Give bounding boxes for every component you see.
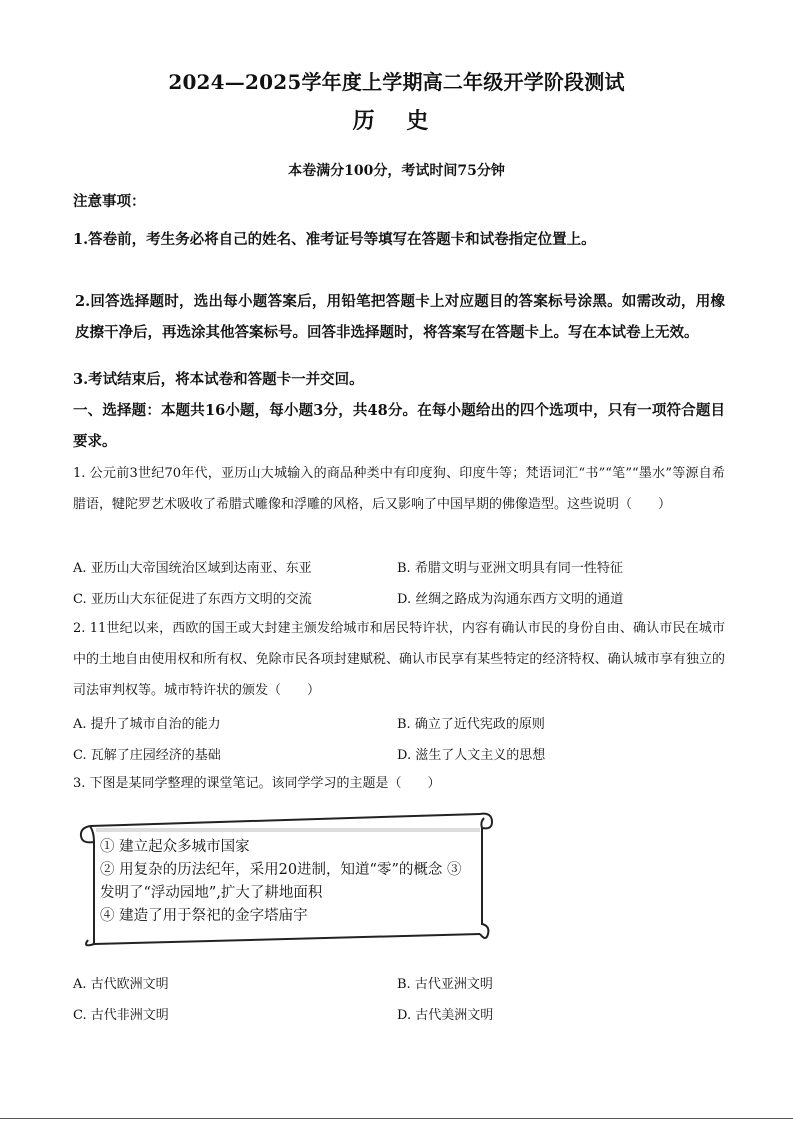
question-1-option-c[interactable]: C. 亚历山大东征促进了东西方文明的交流 (73, 592, 312, 607)
notice-heading: 注意事项： (73, 193, 146, 210)
question-3-option-c[interactable]: C. 古代非洲文明 (73, 1008, 169, 1023)
notice-item-3: 3.考试结束后，将本试卷和答题卡一并交回。 (73, 371, 364, 388)
question-1-option-a[interactable]: A. 亚历山大帝国统治区域到达南亚、东亚 (73, 561, 312, 576)
note-line-2: ② 用复杂的历法纪年，采用20进制，知道“零”的概念 ③ (100, 862, 462, 878)
page-bottom-rule (0, 1118, 793, 1119)
notice-item-1: 1.答卷前，考生务必将自己的姓名、准考证号等填写在答题卡和试卷指定位置上。 (73, 231, 596, 248)
notice-item-2: 2.回答选择题时，选出每小题答案后，用铅笔把答题卡上对应题目的答案标号涂黑。如需改动，用橡皮擦干净后，再选涂其他答案标号。回答非选择题时，将答案写在答题卡上。写在本试卷上无效。 (75, 293, 725, 341)
exam-info: 本卷满分100分，考试时间75分钟 (288, 163, 505, 179)
question-2-option-a[interactable]: A. 提升了城市自治的能力 (73, 717, 221, 732)
note-line-3: 发明了“浮动园地”,扩大了耕地面积 (100, 885, 323, 901)
question-3-option-b[interactable]: B. 古代亚洲文明 (397, 977, 493, 992)
subject-title: 历 史 (352, 108, 441, 134)
exam-title: 2024—2025学年度上学期高二年级开学阶段测试 (168, 70, 625, 94)
question-2-stem: 2. 11世纪以来，西欧的国王或大封建主颁发给城市和居民特许状，内容有确认市民的身份自由、确认市民在城市中的土地自由使用权和所有权、免除市民各项封建赋税、确认市民享有某些特定的经济特权、确认城市享有独立的司法审判权等。城市特许状的颁发（ ） (73, 621, 725, 698)
question-3-option-d[interactable]: D. 古代美洲文明 (397, 1008, 494, 1023)
question-2-option-b[interactable]: B. 确立了近代宪政的原则 (397, 717, 545, 732)
question-1-option-b[interactable]: B. 希腊文明与亚洲文明具有同一性特征 (397, 561, 623, 576)
question-1-stem: 1. 公元前3世纪70年代，亚历山大城输入的商品种类中有印度狗、印度牛等；梵语词汇“书”“笔”“墨水”等源自希腊语，犍陀罗艺术吸收了希腊式雕像和浮雕的风格，后又影响了中国早期的佛像造型。这些说明（ ） (73, 466, 725, 512)
question-3-stem: 3. 下图是某同学整理的课堂笔记。该同学学习的主题是（ ） (73, 776, 441, 791)
question-2-option-d[interactable]: D. 滋生了人文主义的思想 (397, 748, 546, 763)
class-note (100, 836, 490, 928)
question-2-option-c[interactable]: C. 瓦解了庄园经济的基础 (73, 748, 221, 763)
question-1-option-d[interactable]: D. 丝绸之路成为沟通东西方文明的通道 (397, 592, 624, 607)
section-heading: 一、选择题：本题共16小题，每小题3分，共48分。在每小题给出的四个选项中，只有一项符合题目要求。 (73, 402, 725, 450)
note-line-4: ④ 建造了用于祭祀的金字塔庙宇 (100, 908, 308, 924)
note-line-1: ① 建立起众多城市国家 (100, 839, 250, 855)
question-3-option-a[interactable]: A. 古代欧洲文明 (73, 977, 169, 992)
